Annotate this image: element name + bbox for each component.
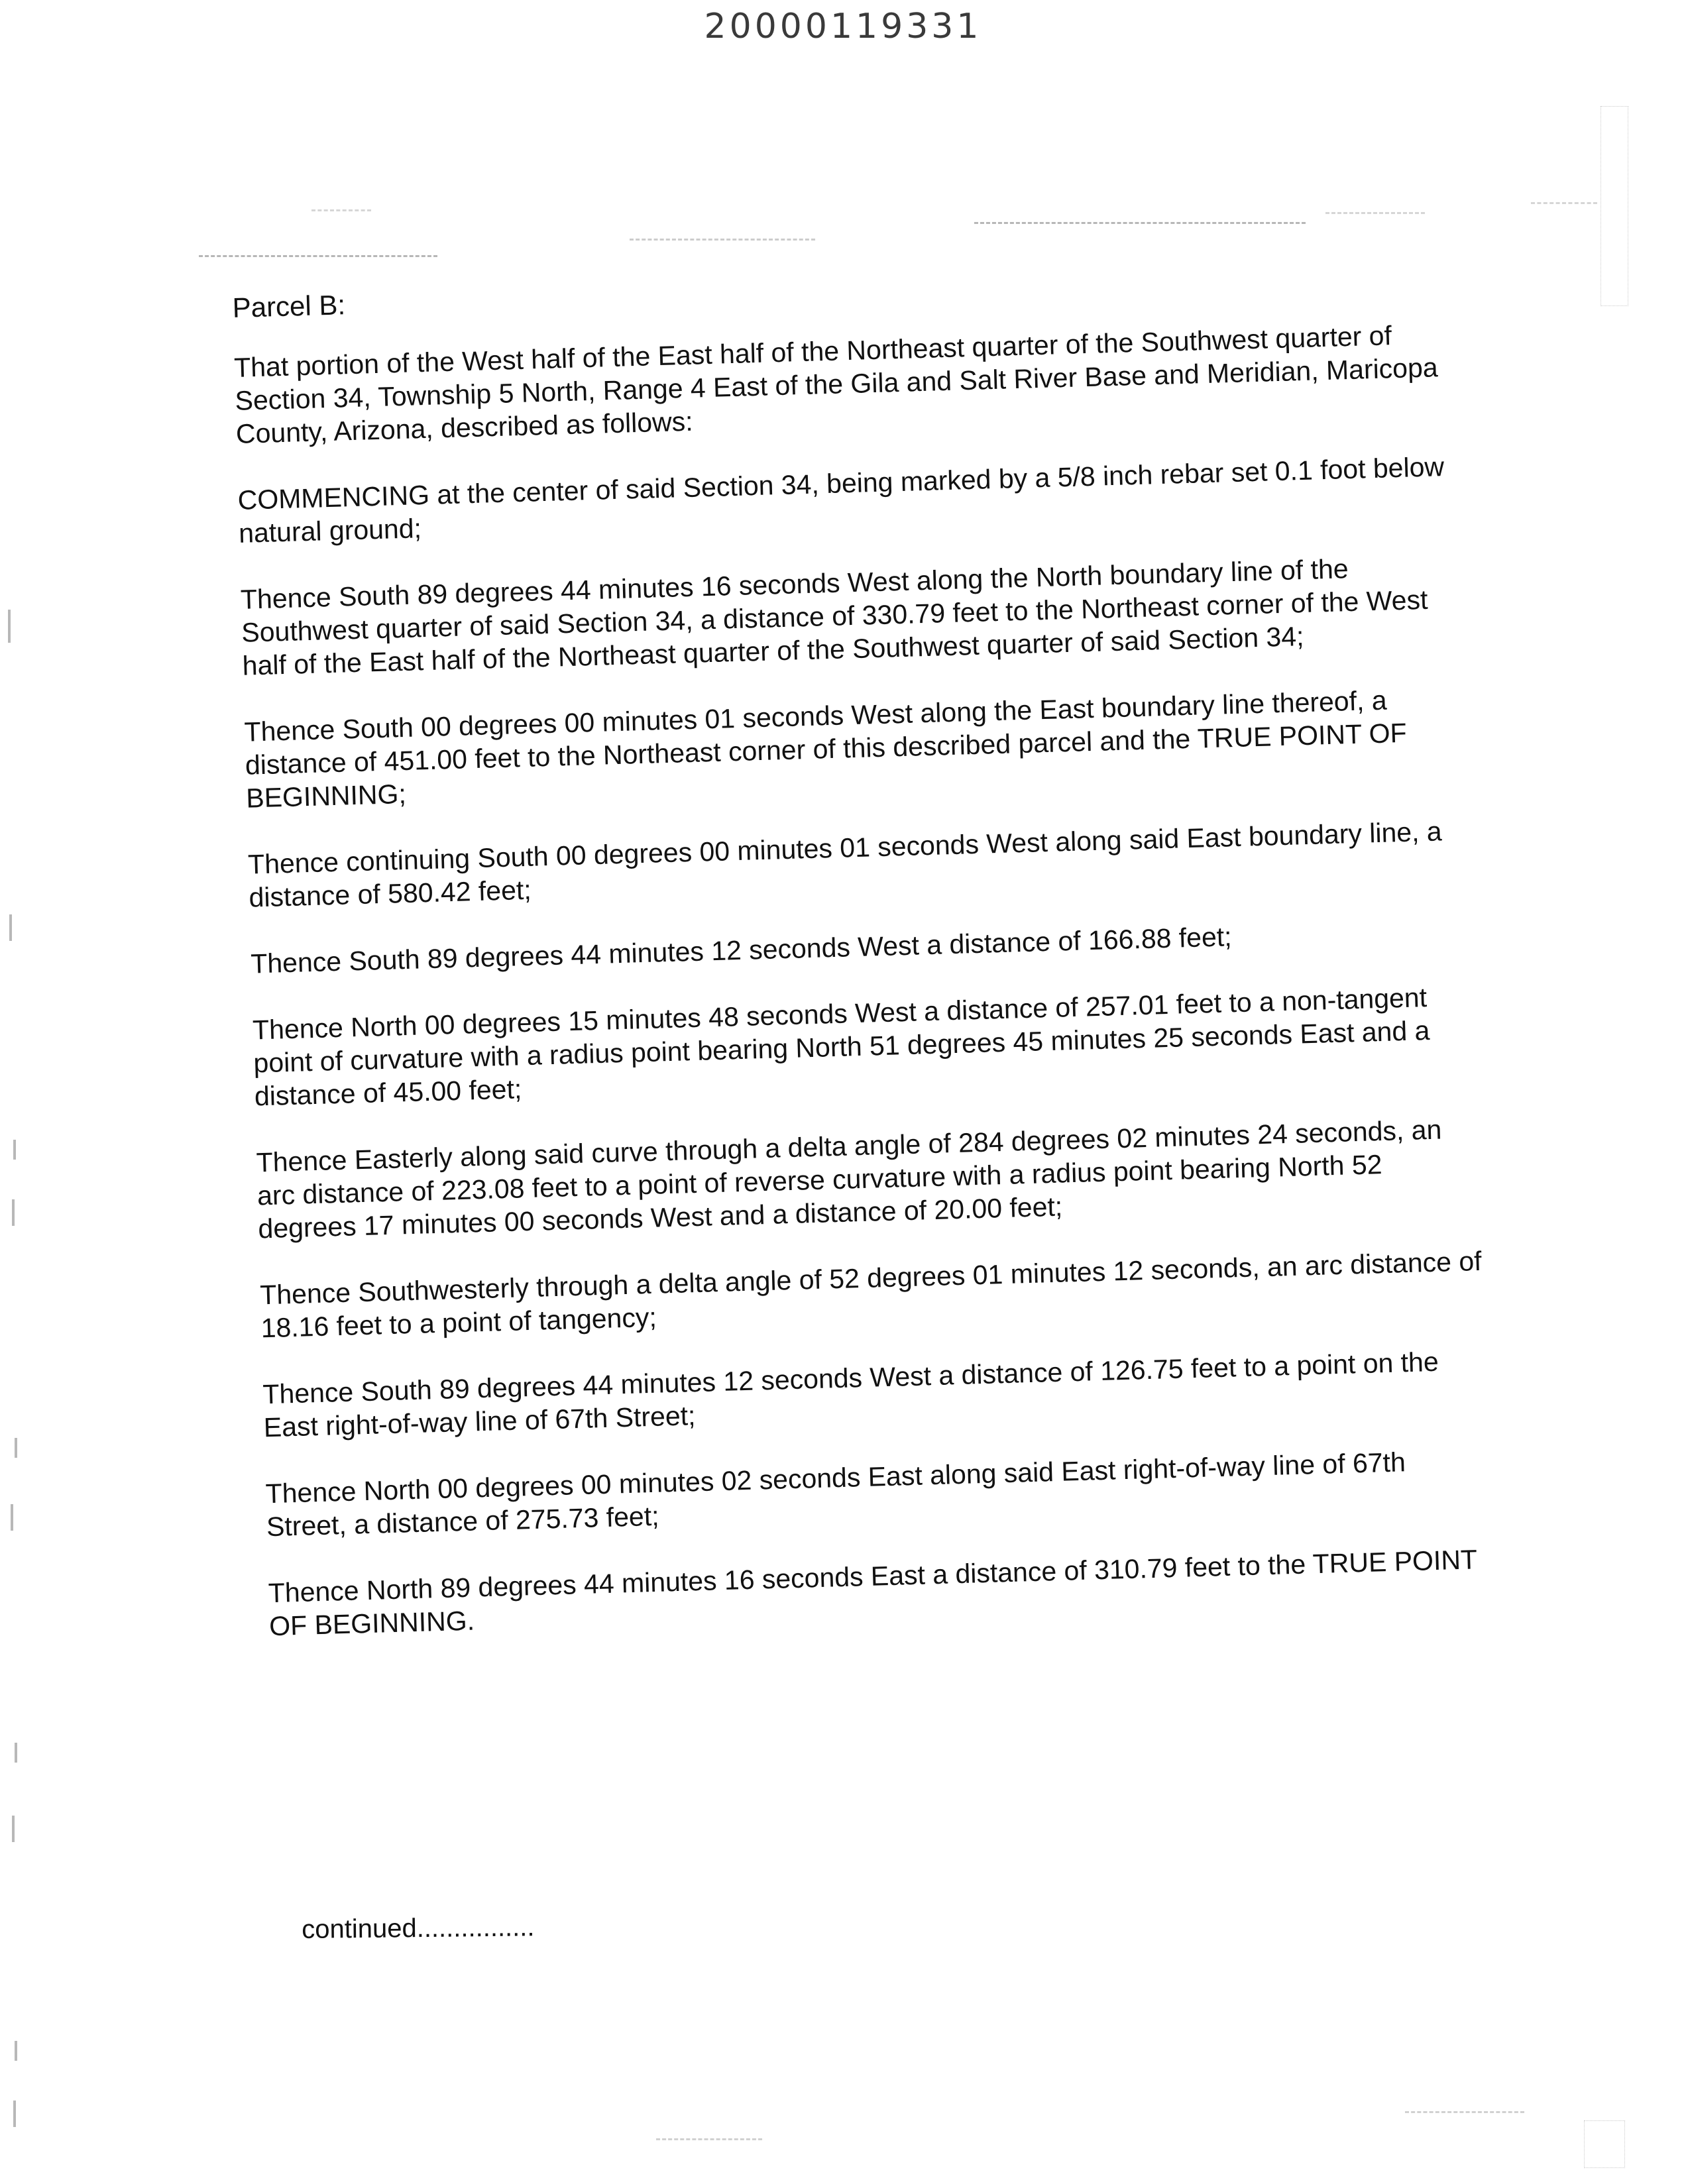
description-paragraph: Thence North 89 degrees 44 minutes 16 seconds East a distance of 310.79 feet to the TRUE POINT OF BEGINNING.	[268, 1544, 1477, 1642]
description-paragraph: Thence North 00 degrees 15 minutes 48 seconds West a distance of 257.01 feet to a non-tangent point of curvature with a radius point bearing North 51 degrees 45 minutes 25 seconds East and a distance of 45.00 feet;	[252, 982, 1430, 1112]
description-paragraph: Thence continuing South 00 degrees 00 minutes 01 seconds West along said East boundary line, a distance of 580.42 feet;	[247, 816, 1443, 913]
description-paragraph: That portion of the West half of the East half of the Northeast quarter of the Southwest quarter of Section 34, Township 5 North, Range 4 East of the Gila and Salt River Base and Meridian, Maricopa County, Arizona, described as follows:	[233, 320, 1439, 449]
description-paragraph: Thence South 00 degrees 00 minutes 01 seconds West along the East boundary line thereof, a distance of 451.00 feet to the Northeast corner of this described parcel and the TRUE POINT OF BEGINNING;	[243, 684, 1408, 814]
continued-note: continued................	[302, 1912, 535, 1944]
stamp-mark	[1584, 2120, 1625, 2168]
left-margin-mark	[15, 2041, 17, 2061]
parcel-heading: Parcel B:	[232, 289, 346, 323]
legal-description	[232, 256, 1530, 1676]
left-margin-mark	[9, 914, 12, 941]
scan-artifact-line	[630, 239, 815, 241]
left-margin-mark	[8, 610, 11, 643]
scan-artifact-line	[311, 209, 371, 211]
scan-artifact-line	[974, 222, 1306, 224]
description-paragraph: COMMENCING at the center of said Section 34, being marked by a 5/8 inch rebar set 0.1 foot below natural ground;	[237, 451, 1445, 549]
description-paragraph: Thence North 00 degrees 00 minutes 02 seconds East along said East right-of-way line of 67th Street, a distance of 275.73 feet;	[265, 1447, 1406, 1543]
scan-artifact-line	[1405, 2111, 1524, 2113]
left-margin-mark	[15, 1438, 17, 1458]
left-margin-mark	[11, 1504, 13, 1531]
description-paragraph: Thence Southwesterly through a delta angle of 52 degrees 01 minutes 12 seconds, an arc distance of 18.16 feet to a point of tangency;	[259, 1245, 1483, 1344]
stamp-mark	[1601, 106, 1628, 306]
left-margin-mark	[12, 1816, 15, 1842]
document-number: 20000119331	[704, 7, 982, 46]
scan-artifact-line	[199, 255, 437, 257]
description-paragraph: Thence South 89 degrees 44 minutes 16 seconds West along the North boundary line of the Southwest quarter of said Section 34, a distance of 330.79 feet to the Northeast corner of the West half of the East half of the Northeast quarter of the Southwest quarter of said Section 34;	[240, 553, 1428, 681]
scan-artifact-line	[656, 2138, 762, 2140]
left-margin-mark	[12, 1199, 15, 1226]
scan-artifact-line	[1325, 212, 1425, 214]
left-margin-mark	[13, 2101, 16, 2127]
left-margin-mark	[15, 1743, 17, 1763]
description-paragraph: Thence South 89 degrees 44 minutes 12 seconds West a distance of 126.75 feet to a point on the East right-of-way line of 67th Street;	[262, 1346, 1439, 1443]
description-paragraph: Thence South 89 degrees 44 minutes 12 seconds West a distance of 166.88 feet;	[250, 921, 1233, 979]
scan-artifact-line	[1531, 202, 1597, 204]
description-paragraph: Thence Easterly along said curve through a delta angle of 284 degrees 02 minutes 24 seconds, an arc distance of 223.08 feet to a point of reverse curvature with a radius point bearing North 52 degrees 17 minutes 00 seconds West and a distance of 20.00 feet;	[256, 1114, 1442, 1244]
left-margin-mark	[13, 1140, 16, 1160]
